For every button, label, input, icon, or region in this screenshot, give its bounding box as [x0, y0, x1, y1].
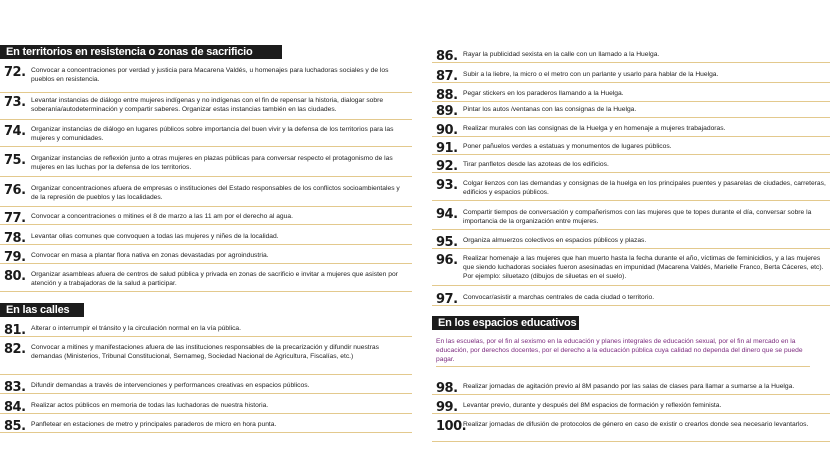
list-item-79 [0, 251, 412, 264]
item-number: 95. [436, 235, 458, 250]
item-text: Panfletear en estaciones de metro y principales paraderos de micro en hora punta. [31, 421, 277, 428]
item-text: Alterar o interrumpir el tránsito y la circulación normal en la vía pública. [31, 325, 242, 332]
item-number: 89. [436, 104, 458, 119]
item-text: Colgar lienzos con las demandas y consignas de la huelga en los principales puentes y pasarelas de ciudades, carreteras, edificios y espacios públicos. [463, 180, 826, 196]
item-text: Organizar instancias de reflexión junto a otras mujeres en plazas públicas para conversar respecto el protagonismo de las mujeres en las luchas por la defensa de los territorios. [31, 155, 393, 171]
section-header-educativos: En los espacios educativos [432, 316, 579, 330]
item-number: 79. [4, 250, 26, 265]
item-number: 87. [436, 69, 458, 84]
list-item-81 [0, 324, 412, 337]
item-text: Realizar jornadas de agitación previo al 8M pasando por las salas de clases para llamar a sumarse a la Huelga. [463, 383, 795, 390]
item-number: 76. [4, 183, 26, 198]
item-text: Convocar a mitines y manifestaciones afuera de las instituciones responsables de la precarización y difundir nuestras demandas (Ministerios, Tribunal Constitucional, Sernameg, Sociedad Nacional de Agricultura, Fiscalías, etc.) [31, 344, 379, 360]
list-item-91 [432, 142, 830, 155]
item-text: Rayar la publicidad sexista en la calle con un llamado a la Huelga. [463, 51, 660, 58]
item-number: 73. [4, 95, 26, 110]
item-text: Levantar ollas comunes que convoquen a todas las mujeres y niñes de la localidad. [31, 233, 279, 240]
item-number: 97. [436, 292, 458, 307]
list-item-93 [432, 179, 830, 201]
item-number: 72. [4, 65, 26, 80]
item-text: Levantar instancias de diálogo entre mujeres indígenas y no indígenas con el fin de repensar la historia, dialogar sobre soberanía/autodeterminación y compartir saberes. Organizar estas instancias también en las ciudades. [31, 97, 384, 113]
item-text: Realizar jornadas de difusión de protocolos de género en caso de existir o crearlos donde sea necesario levantarlos. [463, 421, 809, 428]
item-text: Pegar stickers en los paraderos llamando a la Huelga. [463, 90, 624, 97]
list-item-100 [432, 420, 830, 442]
list-item-72 [0, 66, 412, 93]
list-item-89 [432, 105, 830, 118]
list-item-98 [432, 382, 830, 395]
list-item-86 [432, 50, 830, 63]
item-text: Realizar murales con las consignas de la Huelga y en homenaje a mujeres trabajadoras. [463, 125, 726, 132]
item-text: Convocar a concentraciones por verdad y justicia para Macarena Valdés, u homenajes para luchadoras sociales y de los pueblos en resistencia. [31, 67, 389, 83]
list-item-84 [0, 401, 412, 414]
section-header-territorios: En territorios en resistencia o zonas de sacrificio [0, 45, 282, 59]
item-number: 99. [436, 400, 458, 415]
item-number: 74. [4, 124, 26, 139]
list-item-90 [432, 124, 830, 137]
list-item-97 [432, 293, 830, 306]
item-number: 96. [436, 253, 458, 268]
list-item-76 [0, 184, 412, 207]
item-text: Compartir tiempos de conversación y compañerismos con las mujeres que te topes durante el día, conversar sobre la importancia de la organización entre mujeres. [463, 209, 812, 225]
item-number: 93. [436, 178, 458, 193]
item-text: Convocar/asistir a marchas centrales de cada ciudad o territorio. [463, 294, 655, 301]
list-item-74 [0, 125, 412, 147]
item-number: 100. [436, 419, 467, 434]
item-number: 86. [436, 49, 458, 64]
item-text: Poner pañuelos verdes a estatuas y monumentos de lugares públicos. [463, 143, 672, 150]
item-text: Organizar instancias de diálogo en lugares públicos sobre importancia del buen vivir y la defensa de los territorios para las mujeres y comunidades. [31, 126, 394, 142]
item-number: 88. [436, 88, 458, 103]
item-number: 77. [4, 211, 26, 226]
list-item-92 [432, 160, 830, 173]
list-item-82 [0, 343, 412, 375]
item-number: 91. [436, 141, 458, 156]
item-text: Pintar los autos /ventanas con las consignas de la Huelga. [463, 106, 637, 113]
item-number: 90. [436, 123, 458, 138]
list-item-83 [0, 381, 412, 394]
item-number: 78. [4, 231, 26, 246]
item-number: 92. [436, 159, 458, 174]
item-text: Realizar actos públicos en memoria de todas las luchadoras de nuestra historia. [31, 402, 269, 409]
list-item-73 [0, 96, 412, 120]
item-number: 80. [4, 269, 26, 284]
list-item-88 [432, 89, 830, 102]
item-text: Subir a la liebre, la micro o el metro con un parlante y usarlo para hablar de la Huelga. [463, 71, 719, 78]
section-header-calles: En las calles [0, 303, 84, 317]
item-number: 82. [4, 342, 26, 357]
list-item-75 [0, 154, 412, 177]
list-item-78 [0, 232, 412, 245]
item-number: 84. [4, 400, 26, 415]
item-number: 98. [436, 381, 458, 396]
item-text: Convocar en masa a plantar flora nativa en zonas devastadas por agroindustria. [31, 252, 269, 259]
section-intro: En las escuelas, por el fin al sexismo en la educación y planes integrales de educación sexual, por el fin al mercado en la educación, por derechos docentes, por el derecho a la educación pública cuya calidad no dependa del dinero que se puede pagar. [436, 337, 810, 367]
item-number: 94. [436, 207, 458, 222]
item-text: Organiza almuerzos colectivos en espacios públicos y plazas. [463, 237, 647, 244]
list-item-94 [432, 208, 830, 230]
list-item-77 [0, 212, 412, 225]
item-number: 83. [4, 380, 26, 395]
item-text: Organizar asambleas afuera de centros de salud pública y privada en zonas de sacrificio e invitar a mujeres que asisten por atención y a trabajadoras de la salud a participar. [31, 271, 398, 287]
list-item-95 [432, 236, 830, 249]
item-number: 81. [4, 323, 26, 338]
item-text: Realizar homenaje a las mujeres que han muerto hasta la fecha durante el año, víctimas de feminicidios, y a las mujeres que siendo luchadoras sociales fueron asesinadas en impunidad (Macarena Valdés, Marielle Franco, Berta Cáceres, etc). Por ejemplo: siluetazo (dibujos de siluetas en el suelo). [463, 255, 824, 280]
list-item-85 [0, 420, 412, 433]
list-item-80 [0, 270, 412, 292]
item-text: Levantar previo, durante y después del 8M espacios de formación y reflexión feminista. [463, 402, 722, 409]
item-text: Organizar concentraciones afuera de empresas o instituciones del Estado responsables de los conflictos socioambientales y de la represión de pueblos y las localidades. [31, 185, 400, 201]
list-item-96 [432, 254, 830, 286]
item-number: 85. [4, 419, 26, 434]
item-number: 75. [4, 153, 26, 168]
item-text: Convocar a concentraciones o mitines el 8 de marzo a las 11 am por el derecho al agua. [31, 213, 293, 220]
item-text: Difundir demandas a través de intervenciones y performances creativas en espacios públicos. [31, 382, 310, 389]
list-item-87 [432, 70, 830, 83]
list-item-99 [432, 401, 830, 414]
item-text: Tirar panfletos desde las azoteas de los edificios. [463, 161, 609, 168]
